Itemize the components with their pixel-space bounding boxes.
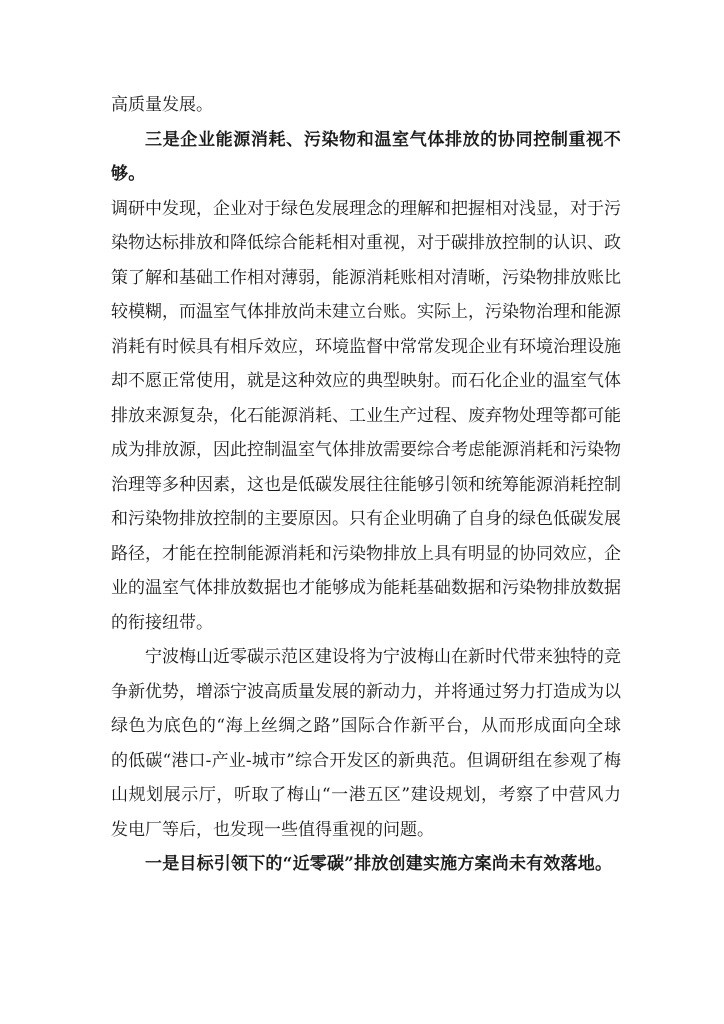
paragraph-1: 高质量发展。	[111, 95, 213, 115]
paragraph-2-heading: 三是企业能源消耗、污染物和温室气体排放的协同控制重视不够。	[111, 129, 621, 184]
paragraph-4: 宁波梅山近零碳示范区建设将为宁波梅山在新时代带来独特的竞争新优势，增添宁波高质量发展的新动力，并将通过努力打造成为以绿色为底色的“海上丝绸之路”国际合作新平台，从而形成面向全球的低碳“港口-产业-城市”综合开发区的新典范。但调研组在参观了梅山规划展示厅，听取了梅山“一港五区”建设规划，考察了中营风力发电厂等后，也发现一些值得重视的问题。	[111, 647, 621, 840]
paragraph-3: 调研中发现，企业对于绿色发展理念的理解和把握相对浅显，对于污染物达标排放和降低综合能耗相对重视，对于碳排放控制的认识、政策了解和基础工作相对薄弱，能源消耗账相对清晰，污染物排放账比较模糊，而温室气体排放尚未建立台账。实际上，污染物治理和能源消耗有时候具有相斥效应，环境监督中常常发现企业有环境治理设施却不愿正常使用，就是这种效应的典型映射。而石化企业的温室气体排放来源复杂，化石能源消耗、工业生产过程、废弃物处理等都可能成为排放源，因此控制温室气体排放需要综合考虑能源消耗和污染物治理等多种因素，这也是低碳发展往往能够引领和统筹能源消耗控制和污染物排放控制的主要原因。只有企业明确了自身的绿色低碳发展路径，才能在控制能源消耗和污染物排放上具有明显的协同效应，企业的温室气体排放数据也才能够成为能耗基础数据和污染物排放数据的衔接纽带。	[111, 198, 621, 633]
paragraph-5-heading: 一是目标引领下的“近零碳”排放创建实施方案尚未有效落地。	[145, 854, 613, 874]
document-body	[111, 88, 621, 882]
